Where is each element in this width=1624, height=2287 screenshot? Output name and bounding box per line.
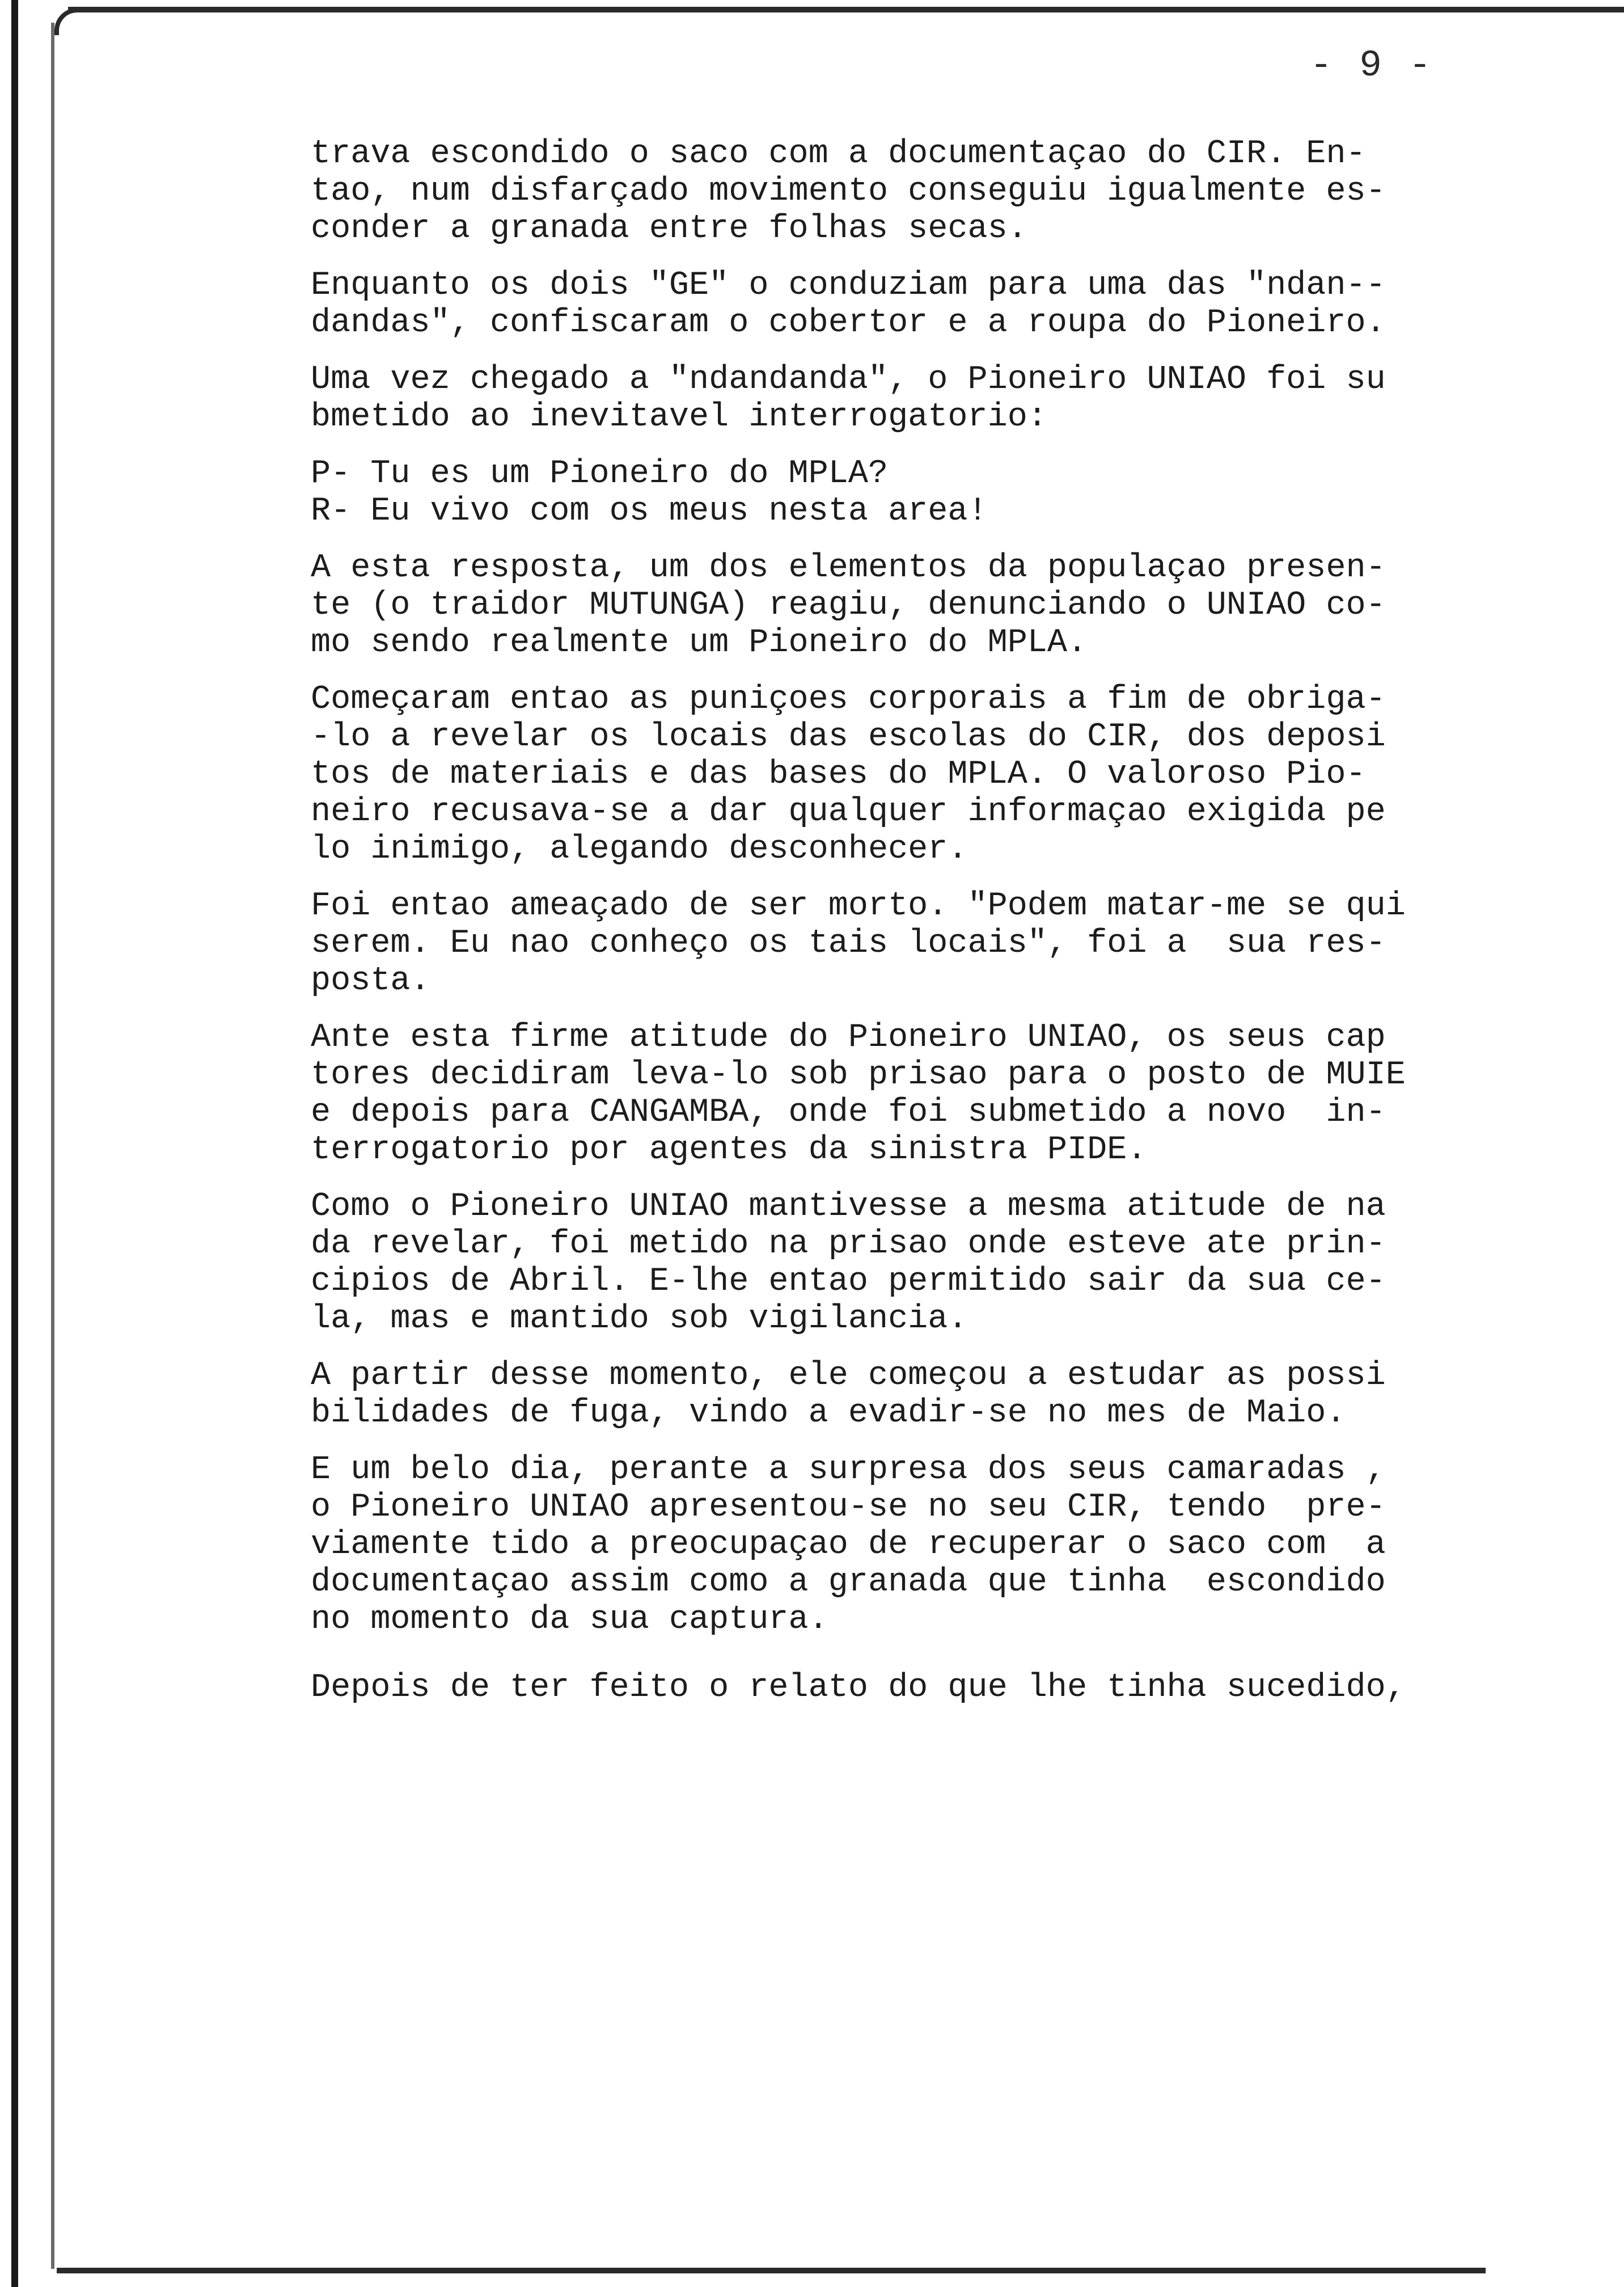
paragraph-7 (311, 887, 1450, 999)
paragraph-10 (311, 1357, 1450, 1432)
text-line: A partir desse momento, ele começou a estudar as possi (311, 1356, 1386, 1394)
text-line: trava escondido o saco com a documentaçao do CIR. En- (311, 134, 1366, 172)
text-line: Começaram entao as puniçoes corporais a fim de obriga- (311, 680, 1386, 718)
text-line: Enquanto os dois "GE" o conduziam para uma das "ndan-- (311, 266, 1386, 304)
text-line: cipios de Abril. E-lhe entao permitido sair da sua ce- (311, 1262, 1386, 1300)
paragraph-11 (311, 1451, 1450, 1638)
text-line: o Pioneiro UNIAO apresentou-se no seu CIR, tendo pre- (311, 1488, 1386, 1526)
text-line: viamente tido a preocupaçao de recuperar o saco com a (311, 1525, 1386, 1563)
scan-left-inner-edge (51, 23, 54, 2269)
text-line: e depois para CANGAMBA, onde foi submetido a novo in- (311, 1093, 1386, 1131)
text-line: Como o Pioneiro UNIAO mantivesse a mesma atitude de na (311, 1187, 1386, 1225)
text-line: terrogatorio por agentes da sinistra PIDE. (311, 1130, 1147, 1168)
paragraph-3 (311, 361, 1450, 436)
text-line: P- Tu es um Pioneiro do MPLA? (311, 454, 889, 492)
text-line: neiro recusava-se a dar qualquer informaçao exigida pe (311, 792, 1386, 830)
scan-left-edge (11, 0, 18, 2287)
text-line: tos de materiais e das bases do MPLA. O valoroso Pio- (311, 755, 1366, 793)
text-line: Depois de ter feito o relato do que lhe tinha sucedido, (311, 1668, 1406, 1706)
text-line: A esta resposta, um dos elementos da populaçao presen- (311, 548, 1386, 586)
scan-top-edge (68, 7, 1624, 12)
paragraph-2 (311, 267, 1450, 341)
paragraph-6 (311, 681, 1450, 868)
text-line: E um belo dia, perante a surpresa dos seus camaradas , (311, 1450, 1386, 1488)
text-line: Ante esta firme atitude do Pioneiro UNIAO, os seus cap (311, 1018, 1386, 1056)
paragraph-8 (311, 1019, 1450, 1168)
text-line: conder a granada entre folhas secas. (311, 209, 1027, 247)
text-line: la, mas e mantido sob vigilancia. (311, 1299, 968, 1337)
paragraph-5 (311, 549, 1450, 661)
text-line: serem. Eu nao conheço os tais locais", foi a sua res- (311, 924, 1386, 962)
text-line: da revelar, foi metido na prisao onde esteve ate prin- (311, 1225, 1386, 1263)
text-line: bilidades de fuga, vindo a evadir-se no mes de Maio. (311, 1394, 1346, 1432)
text-line: documentaçao assim como a granada que tinha escondido (311, 1563, 1386, 1601)
text-line: bmetido ao inevitavel interrogatorio: (311, 398, 1047, 436)
text-line: lo inimigo, alegando desconhecer. (311, 830, 968, 868)
paragraph-9 (311, 1188, 1450, 1337)
text-line: tores decidiram leva-lo sob prisao para o posto de MUIE (311, 1056, 1406, 1094)
text-line: Foi entao ameaçado de ser morto. "Podem matar-me se qui (311, 887, 1406, 925)
page-number: - 9 - (1310, 44, 1434, 87)
paragraph-4-dialogue (311, 455, 1450, 530)
paragraph-12 (311, 1669, 1450, 1706)
text-line: te (o traidor MUTUNGA) reagiu, denunciando o UNIAO co- (311, 586, 1386, 624)
text-line: no momento da sua captura. (311, 1600, 828, 1638)
scan-bottom-edge (57, 2268, 1486, 2273)
text-line: tao, num disfarçado movimento conseguiu igualmente es- (311, 172, 1386, 210)
paragraph-1 (311, 135, 1450, 247)
text-line: dandas", confiscaram o cobertor e a roupa do Pioneiro. (311, 303, 1386, 341)
text-line: -lo a revelar os locais das escolas do CIR, dos deposi (311, 718, 1386, 756)
text-line: posta. (311, 961, 430, 999)
body-text (311, 135, 1450, 1725)
text-line: R- Eu vivo com os meus nesta area! (311, 492, 988, 530)
text-line: Uma vez chegado a "ndandanda", o Pioneiro UNIAO foi su (311, 360, 1386, 398)
text-line: mo sendo realmente um Pioneiro do MPLA. (311, 623, 1088, 661)
scan-corner (54, 8, 82, 35)
